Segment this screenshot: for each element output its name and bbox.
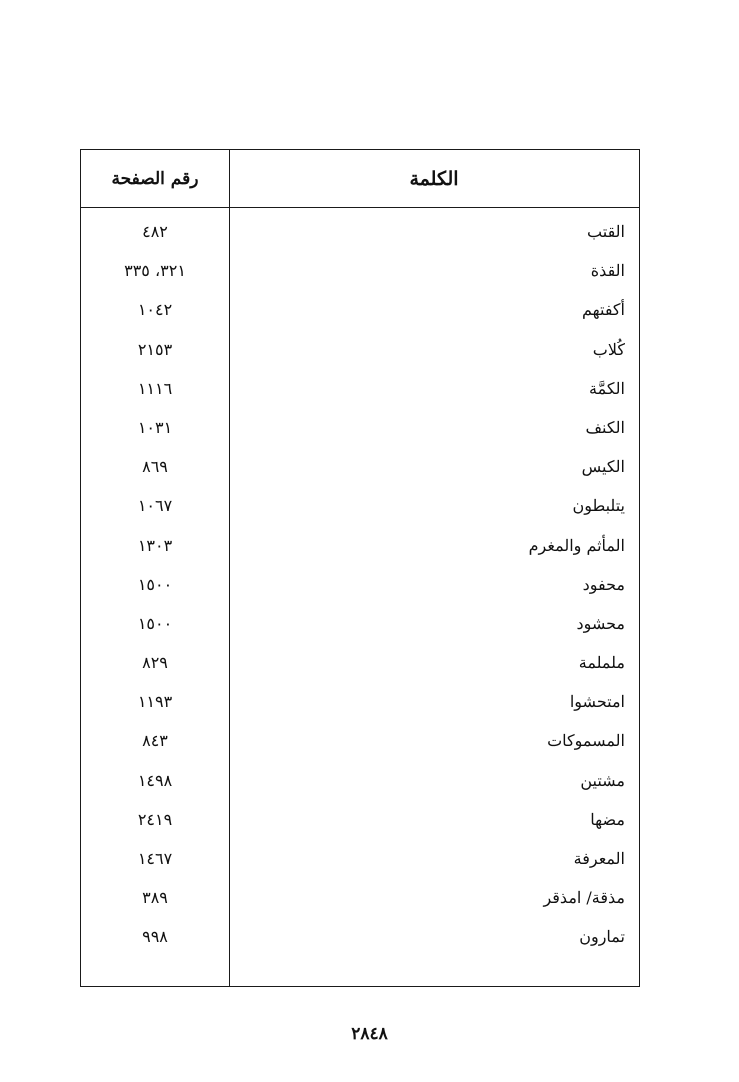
word-cell: ململمة xyxy=(578,653,625,673)
word-cell: القتب xyxy=(587,222,625,241)
table-row xyxy=(81,721,639,760)
page-number-cell: ١٠٣١ xyxy=(137,417,173,437)
page-number-cell: ١١١٦ xyxy=(137,378,173,398)
page-number-cell: ١١٩٣ xyxy=(137,692,173,712)
table-row xyxy=(81,604,639,643)
column-header-page-number: رقم الصفحة xyxy=(111,168,199,189)
page-number-cell: ١٣٠٣ xyxy=(137,535,173,555)
table-row xyxy=(81,839,639,878)
page-number-cell: ٤٨٢ xyxy=(142,222,168,241)
header-rule xyxy=(81,207,639,208)
table-row xyxy=(81,800,639,839)
word-cell: مشتين xyxy=(580,770,625,790)
word-cell: مضها xyxy=(590,809,625,829)
page-number: ٢٨٤٨ xyxy=(351,1024,388,1044)
page-number-cell: ١٤٦٧ xyxy=(137,849,173,868)
page-number-cell: ٨٤٣ xyxy=(142,731,168,751)
word-cell: القذة xyxy=(590,261,625,281)
page-number-cell: ٢٤١٩ xyxy=(137,809,173,829)
table-row xyxy=(81,526,639,565)
word-cell: محشود xyxy=(576,613,625,633)
table-row xyxy=(81,917,639,956)
word-cell: محفود xyxy=(582,574,625,594)
table-row xyxy=(81,369,639,408)
table-row xyxy=(81,212,639,251)
index-table xyxy=(80,149,640,987)
table-row xyxy=(81,251,639,290)
word-cell: الكنف xyxy=(585,417,625,437)
word-cell: يتلبطون xyxy=(572,496,625,516)
table-row xyxy=(81,290,639,329)
word-cell: تمارون xyxy=(579,927,625,947)
table-row xyxy=(81,643,639,682)
word-cell: مذقة/ امذقر xyxy=(543,888,625,908)
word-cell: كُلاب xyxy=(592,339,625,359)
word-cell: امتحشوا xyxy=(569,692,625,712)
page-number-cell: ٨٦٩ xyxy=(142,457,168,477)
table-row xyxy=(81,878,639,917)
page-number-cell: ٩٩٨ xyxy=(142,927,168,947)
word-cell: المأثم والمغرم xyxy=(528,535,625,555)
table-row xyxy=(81,486,639,525)
word-cell: المعرفة xyxy=(573,849,625,868)
page-number-cell: ١٤٩٨ xyxy=(137,770,173,790)
page-number-cell: ٣٢١، ٣٣٥ xyxy=(124,261,186,281)
page-number-cell: ٢١٥٣ xyxy=(137,339,173,359)
page-number-cell: ١٠٤٢ xyxy=(137,300,173,320)
table-row xyxy=(81,682,639,721)
word-cell: الكيس xyxy=(581,457,625,477)
table-row xyxy=(81,330,639,369)
table-body xyxy=(81,212,639,957)
word-cell: المسموكات xyxy=(547,731,625,751)
table-row xyxy=(81,565,639,604)
column-header-word: الكلمة xyxy=(409,167,459,190)
table-row xyxy=(81,761,639,800)
page-number-cell: ١٥٠٠ xyxy=(137,574,173,594)
page-number-cell: ٣٨٩ xyxy=(142,888,168,908)
table-row xyxy=(81,408,639,447)
page-number-cell: ٨٢٩ xyxy=(142,653,168,673)
word-cell: أكفتهم xyxy=(581,300,625,320)
table-row xyxy=(81,447,639,486)
page-number-cell: ١٥٠٠ xyxy=(137,613,173,633)
word-cell: الكمَّة xyxy=(589,378,625,398)
page-number-cell: ١٠٦٧ xyxy=(137,496,173,516)
